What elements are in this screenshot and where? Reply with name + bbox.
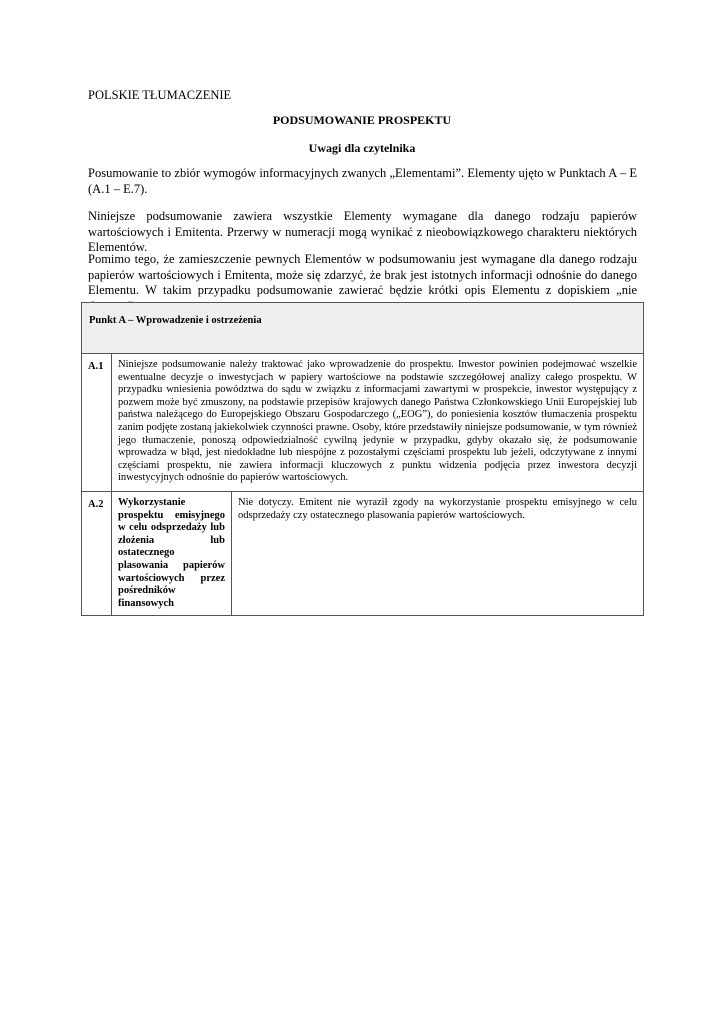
document-subtitle: Uwagi dla czytelnika: [308, 141, 416, 155]
row-text: Niniejsze podsumowanie należy traktować jako wprowadzenie do prospektu. Inwestor powinien podejmować wszelkie ewentualne decyzje o inwestycjach w papiery wartościowe na podstawie szczegółowej analizy całego prospektu. W przypadku wniesienia powództwa do sądu w związku z informacjami zawartymi w prospekcie, inwestor występujący z pozwem może być zmuszony, na podstawie przepisów krajowych danego Państwa Członkowskiego Unii Europejskiej lub państwa należącego do Europejskiego Obszaru Gospodarczego („EOG”), do poniesienia kosztów tłumaczenia prospektu zanim podjęte zostaną jakiekolwiek czynności prawne. Osoby, które przedstawiły niniejsze podsumowanie, w tym również jego tłumaczenie, ponoszą odpowiedzialność cywilną jedynie w przypadku, gdyby okazało się, że podsumowanie wprowadza w błąd, jest niedokładne lub niespójne z pozostałymi częściami prospektu lub jeżeli, odczytywane z innymi częściami prospektu, nie zawiera informacji kluczowych z punktu widzenia podjęcia przez inwestora decyzji inwestycyjnych odnośnie do papierów wartościowych.: [112, 354, 644, 492]
table-row: [82, 491, 644, 615]
table-row: [82, 354, 644, 492]
section-header-row: [82, 303, 644, 354]
row-element-name: Wykorzystanie prospektu emisyjnego w celu odsprzedaży lub złożenia lub ostatecznego plasowania papierów wartościowych przez pośredników finansowych: [112, 491, 232, 615]
intro-paragraph-3: Pomimo tego, że zamieszczenie pewnych Elementów w podsumowaniu jest wymagane dla danego rodzaju papierów wartościowych i Emitenta, może się zdarzyć, że brak jest istotnych informacji odnośnie do danego Elementu. W takim przypadku podsumowanie zawierać będzie krótki opis Elementu z dopiskiem „nie: [88, 252, 637, 297]
section-title: Punkt A – Wprowadzenie i ostrzeżenia: [82, 303, 644, 354]
row-code: A.2: [82, 491, 112, 615]
row-text: Nie dotyczy. Emitent nie wyraził zgody na wykorzystanie prospektu emisyjnego w celu odsprzedaży czy ostatecznego plasowania papierów wartościowych.: [232, 491, 644, 615]
intro-paragraph-2: Niniejsze podsumowanie zawiera wszystkie Elementy wymagane dla danego rodzaju papierów wartościowych i Emitenta. Przerwy w numeracji mogą wynikać z nieobowiązkowego charakteru niektórych Elementów.: [88, 209, 637, 254]
document-title: PODSUMOWANIE PROSPEKTU: [272, 113, 452, 127]
summary-table: [81, 302, 644, 616]
translation-label: POLSKIE TŁUMACZENIE: [88, 88, 232, 102]
intro-paragraph-1: Posumowanie to zbiór wymogów informacyjnych zwanych „Elementami”. Elementy ujęto w Punktach A – E (A.1 – E.7).: [88, 166, 637, 196]
row-code: A.1: [82, 354, 112, 492]
